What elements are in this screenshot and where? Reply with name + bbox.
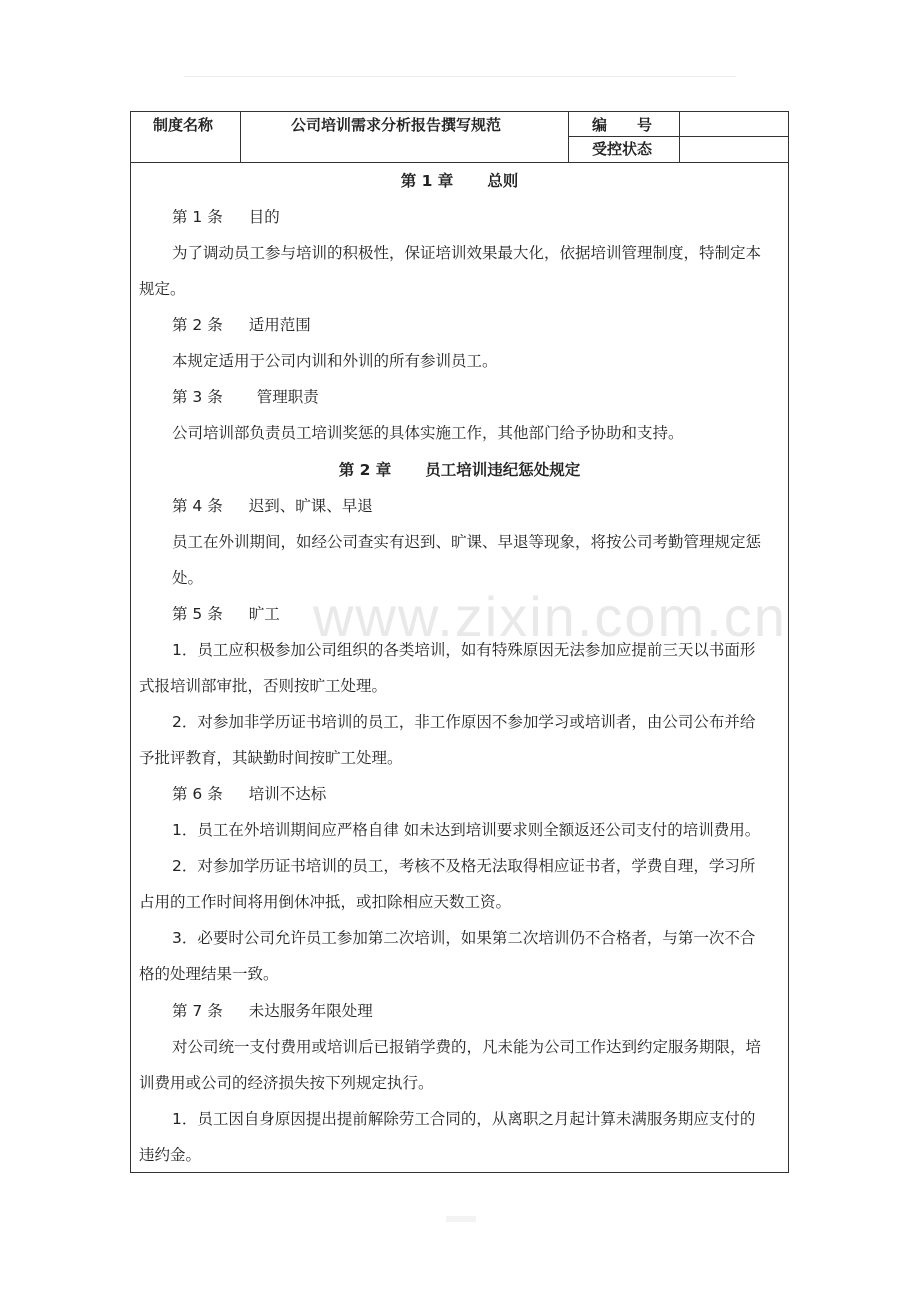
chapter-title: 总则: [487, 172, 519, 190]
paragraph-line: 公司培训部负责员工培训奖惩的具体实施工作，其他部门给予协助和支持。: [172, 424, 684, 442]
document-title: 公司培训需求分析报告撰写规范: [291, 116, 502, 134]
article-title: 迟到、旷课、早退: [248, 497, 373, 515]
chapter-number: 第 2 章: [338, 461, 392, 479]
paragraph-line: 违约金。: [139, 1146, 202, 1164]
article-number: 第 2 条: [172, 316, 223, 334]
watermark: www.zixin.com.cn: [313, 585, 787, 648]
article-number: 第 3 条: [172, 388, 223, 406]
chapter-2-heading: [131, 460, 788, 480]
status-label: 受控状态: [592, 140, 653, 158]
chapter-number: 第 1 章: [400, 172, 454, 190]
paragraph-line: 本规定适用于公司内训和外训的所有参训员工。: [172, 352, 498, 370]
article-5-heading: [172, 604, 280, 624]
article-number: 第 4 条: [172, 497, 223, 515]
article-2-heading: [172, 315, 311, 335]
article-number: 第 1 条: [172, 208, 223, 226]
page-top-rule: [184, 76, 736, 77]
name-label: 制度名称: [153, 116, 214, 134]
paragraph-line: 训费用或公司的经济损失按下列规定执行。: [139, 1074, 434, 1092]
article-number: 第 5 条: [172, 605, 223, 623]
paragraph-line: 2．对参加非学历证书培训的员工，非工作原因不参加学习或培训者，由公司公布并给: [172, 713, 756, 731]
header-divider: [240, 112, 241, 162]
chapter-title: 员工培训违纪惩处规定: [425, 461, 581, 479]
paragraph-line: 1．员工在外培训期间应严格自律 如未达到培训要求则全额返还公司支付的培训费用。: [172, 821, 761, 839]
paragraph-line: 3．必要时公司允许员工参加第二次培训，如果第二次培训仍不合格者，与第一次不合: [172, 929, 756, 947]
header-table: [131, 112, 788, 163]
paragraph-line: 员工在外训期间，如经公司查实有迟到、旷课、早退等现象，将按公司考勤管理规定惩: [172, 533, 762, 551]
paragraph-line: 2．对参加学历证书培训的员工，考核不及格无法取得相应证书者，学费自理，学习所: [172, 857, 756, 875]
number-label: 编 号: [592, 116, 653, 134]
article-number: 第 6 条: [172, 785, 223, 803]
paragraph-line: 格的处理结果一致。: [139, 965, 279, 983]
article-title: 目的: [248, 208, 280, 226]
article-number: 第 7 条: [172, 1002, 223, 1020]
paragraph-line: 1．员工应积极参加公司组织的各类培训，如有特殊原因无法参加应提前三天以书面形: [172, 641, 756, 659]
article-1-heading: [172, 207, 280, 227]
header-divider: [568, 112, 569, 162]
footer-mark: [446, 1216, 476, 1222]
article-7-heading: [172, 1001, 373, 1021]
article-6-heading: [172, 784, 326, 804]
article-title: 培训不达标: [248, 785, 327, 803]
paragraph-line: 占用的工作时间将用倒休冲抵，或扣除相应天数工资。: [139, 893, 512, 911]
article-title: 适用范围: [248, 316, 311, 334]
regulation-document: [130, 111, 789, 1173]
article-title: 旷工: [248, 605, 280, 623]
article-title: 未达服务年限处理: [248, 1002, 373, 1020]
header-divider: [679, 112, 680, 162]
paragraph-line: 对公司统一支付费用或培训后已报销学费的，凡未能为公司工作达到约定服务期限，培: [172, 1038, 762, 1056]
paragraph-line: 规定。: [139, 280, 186, 298]
header-row-divider: [568, 136, 788, 137]
paragraph-line: 式报培训部审批，否则按旷工处理。: [139, 677, 388, 695]
paragraph-line: 为了调动员工参与培训的积极性，保证培训效果最大化，依据培训管理制度，特制定本: [172, 244, 762, 262]
document-body: [131, 163, 788, 1173]
article-3-heading: [172, 387, 319, 407]
article-4-heading: [172, 496, 373, 516]
chapter-1-heading: [131, 171, 788, 191]
paragraph-line: 处。: [172, 569, 204, 587]
paragraph-line: 1．员工因自身原因提出提前解除劳工合同的，从离职之月起计算未满服务期应支付的: [172, 1110, 756, 1128]
article-title: 管理职责: [256, 388, 319, 406]
paragraph-line: 予批评教育，其缺勤时间按旷工处理。: [139, 749, 403, 767]
